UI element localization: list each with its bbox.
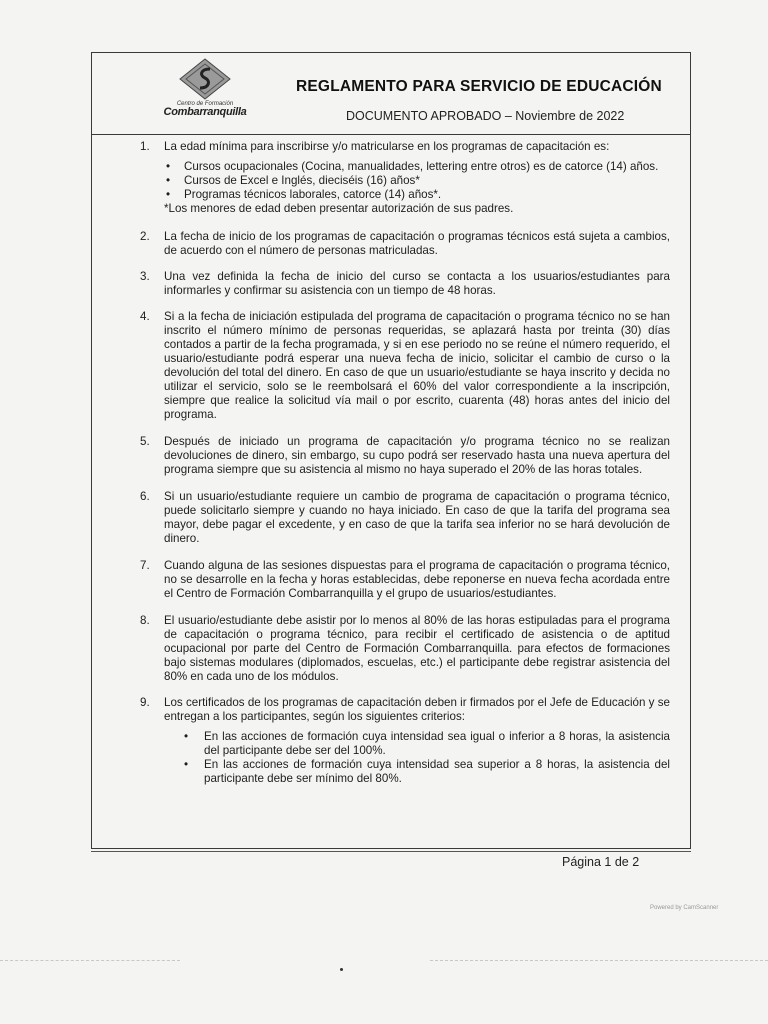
item-text: Una vez definida la fecha de inicio del curso se contacta a los usuarios/estudiantes para informarles y confirmar su asistencia con un tiempo de 48 horas. — [164, 270, 670, 297]
note-text: *Los menores de edad deben presentar autorización de sus padres. — [164, 202, 514, 215]
bullet-text: Cursos de Excel e Inglés, dieciséis (16) años* — [184, 174, 420, 187]
bullet-text: En las acciones de formación cuya intensidad sea igual o inferior a 8 horas, la asistencia del participante debe ser del 100%. — [204, 730, 670, 757]
scan-speck — [340, 968, 343, 971]
item-text: El usuario/estudiante debe asistir por lo menos al 80% de las horas estipuladas para el programa de capacitación o programa técnico, para recibir el certificado de asistencia o de aptitud ocupacional por parte del Centro de Formación Combarranquilla. para efectos de formaciones bajo sistemas modulares (diplomados, escuelas, etc.) el participante debe registrar asistencia del 80% en cada uno de los módulos. — [164, 614, 670, 683]
bullet-icon: • — [166, 160, 171, 173]
bullet-icon: • — [166, 188, 171, 201]
bullet-icon: • — [166, 174, 171, 187]
list-item — [140, 435, 670, 477]
footer-divider — [91, 851, 691, 852]
bullet-text: Cursos ocupacionales (Cocina, manualidades, lettering entre otros) es de catorce (14) años. — [184, 160, 659, 173]
item-number: 8. — [140, 614, 150, 627]
item-text: Los certificados de los programas de capacitación deben ir firmados por el Jefe de Educación y se entregan a los participantes, según los siguientes criterios: — [164, 696, 670, 723]
item-text: La edad mínima para inscribirse y/o matricularse en los programas de capacitación es: — [164, 140, 610, 153]
item-number: 7. — [140, 559, 150, 572]
bullet-item — [164, 758, 670, 786]
bullet-text: Programas técnicos laborales, catorce (14) años*. — [184, 188, 442, 201]
list-item — [140, 310, 670, 422]
item-number: 5. — [140, 435, 150, 448]
item-text: Después de iniciado un programa de capacitación y/o programa técnico no se realizan devoluciones de dinero, sin embargo, su cupo podrá ser reservado hasta una nueva apertura del programa siempre que su asistencia al mismo no haya superado el 20% de las horas totales. — [164, 435, 670, 476]
page-number: Página 1 de 2 — [562, 855, 640, 869]
header-divider — [91, 134, 691, 135]
logo — [150, 58, 260, 128]
bullet-item — [164, 160, 670, 174]
item-text: La fecha de inicio de los programas de capacitación o programas técnicos está sujeta a cambios, de acuerdo con el número de personas matriculadas. — [164, 230, 670, 257]
list-item — [140, 490, 670, 546]
item-number: 3. — [140, 270, 150, 283]
item-number: 2. — [140, 230, 150, 243]
item-number: 4. — [140, 310, 150, 323]
list-item — [140, 140, 670, 216]
bullet-list — [164, 160, 670, 202]
scanner-watermark: Powered by CamScanner — [650, 905, 719, 911]
item-number: 6. — [140, 490, 150, 503]
logo-wordmark: Combarranquilla — [163, 106, 247, 118]
list-item — [140, 696, 670, 786]
list-item — [140, 230, 670, 258]
regulation-list — [140, 140, 670, 786]
item-text: Si un usuario/estudiante requiere un cambio de programa de capacitación o programa técnico, puede solicitarlo siempre y cuando no haya iniciado. En caso de que la tarifa del programa sea mayor, debe pagar el excedente, y en caso de que la tarifa sea inferior no se hará devolución de dinero. — [164, 490, 670, 545]
bullet-icon: • — [184, 730, 189, 743]
scan-artifact-line — [0, 960, 180, 961]
bullet-item — [164, 730, 670, 758]
scan-artifact-line — [430, 960, 768, 961]
logo-emblem-icon — [179, 58, 231, 100]
logo-subtext: Centro de Formación — [176, 101, 234, 107]
bullet-item — [164, 174, 670, 188]
document-subtitle: DOCUMENTO APROBADO – Noviembre de 2022 — [346, 109, 625, 123]
item-text: Si a la fecha de iniciación estipulada del programa de capacitación o programa técnico no se han inscrito el número mínimo de personas requeridas, se aplazará hasta por treinta (30) días contados a partir de la fecha programada, y si en ese periodo no se reúne el número requerido, el usuario/estudiante podrá esperar una nueva fecha de inicio, solicitar el cambio de curso o la devolución del total del dinero. En caso de que un usuario/estudiante se haya inscrito y decida no utilizar el servicio, solo se le reembolsará el 60% del valor correspondiente a la inscripción, siempre que realice la solicitud vía mail o por escrito, cuarenta (48) horas antes del inicio del programa. — [164, 310, 670, 421]
list-item — [140, 614, 670, 684]
item-number: 9. — [140, 696, 150, 709]
bullet-item — [164, 188, 670, 202]
bullet-text: En las acciones de formación cuya intensidad sea superior a 8 horas, la asistencia del participante debe ser mínimo del 80%. — [204, 758, 670, 785]
bullet-list — [164, 730, 670, 786]
list-item — [140, 270, 670, 298]
item-number: 1. — [140, 140, 150, 153]
list-item — [140, 559, 670, 601]
item-text: Cuando alguna de las sesiones dispuestas para el programa de capacitación o programa técnico, no se desarrolle en la fecha y horas establecidas, debe reponerse en nueva fecha acordada entre el Centro de Formación Combarranquilla y el grupo de usuarios/estudiantes. — [164, 559, 670, 600]
document-title: REGLAMENTO PARA SERVICIO DE EDUCACIÓN — [296, 78, 662, 95]
bullet-icon: • — [184, 758, 189, 771]
